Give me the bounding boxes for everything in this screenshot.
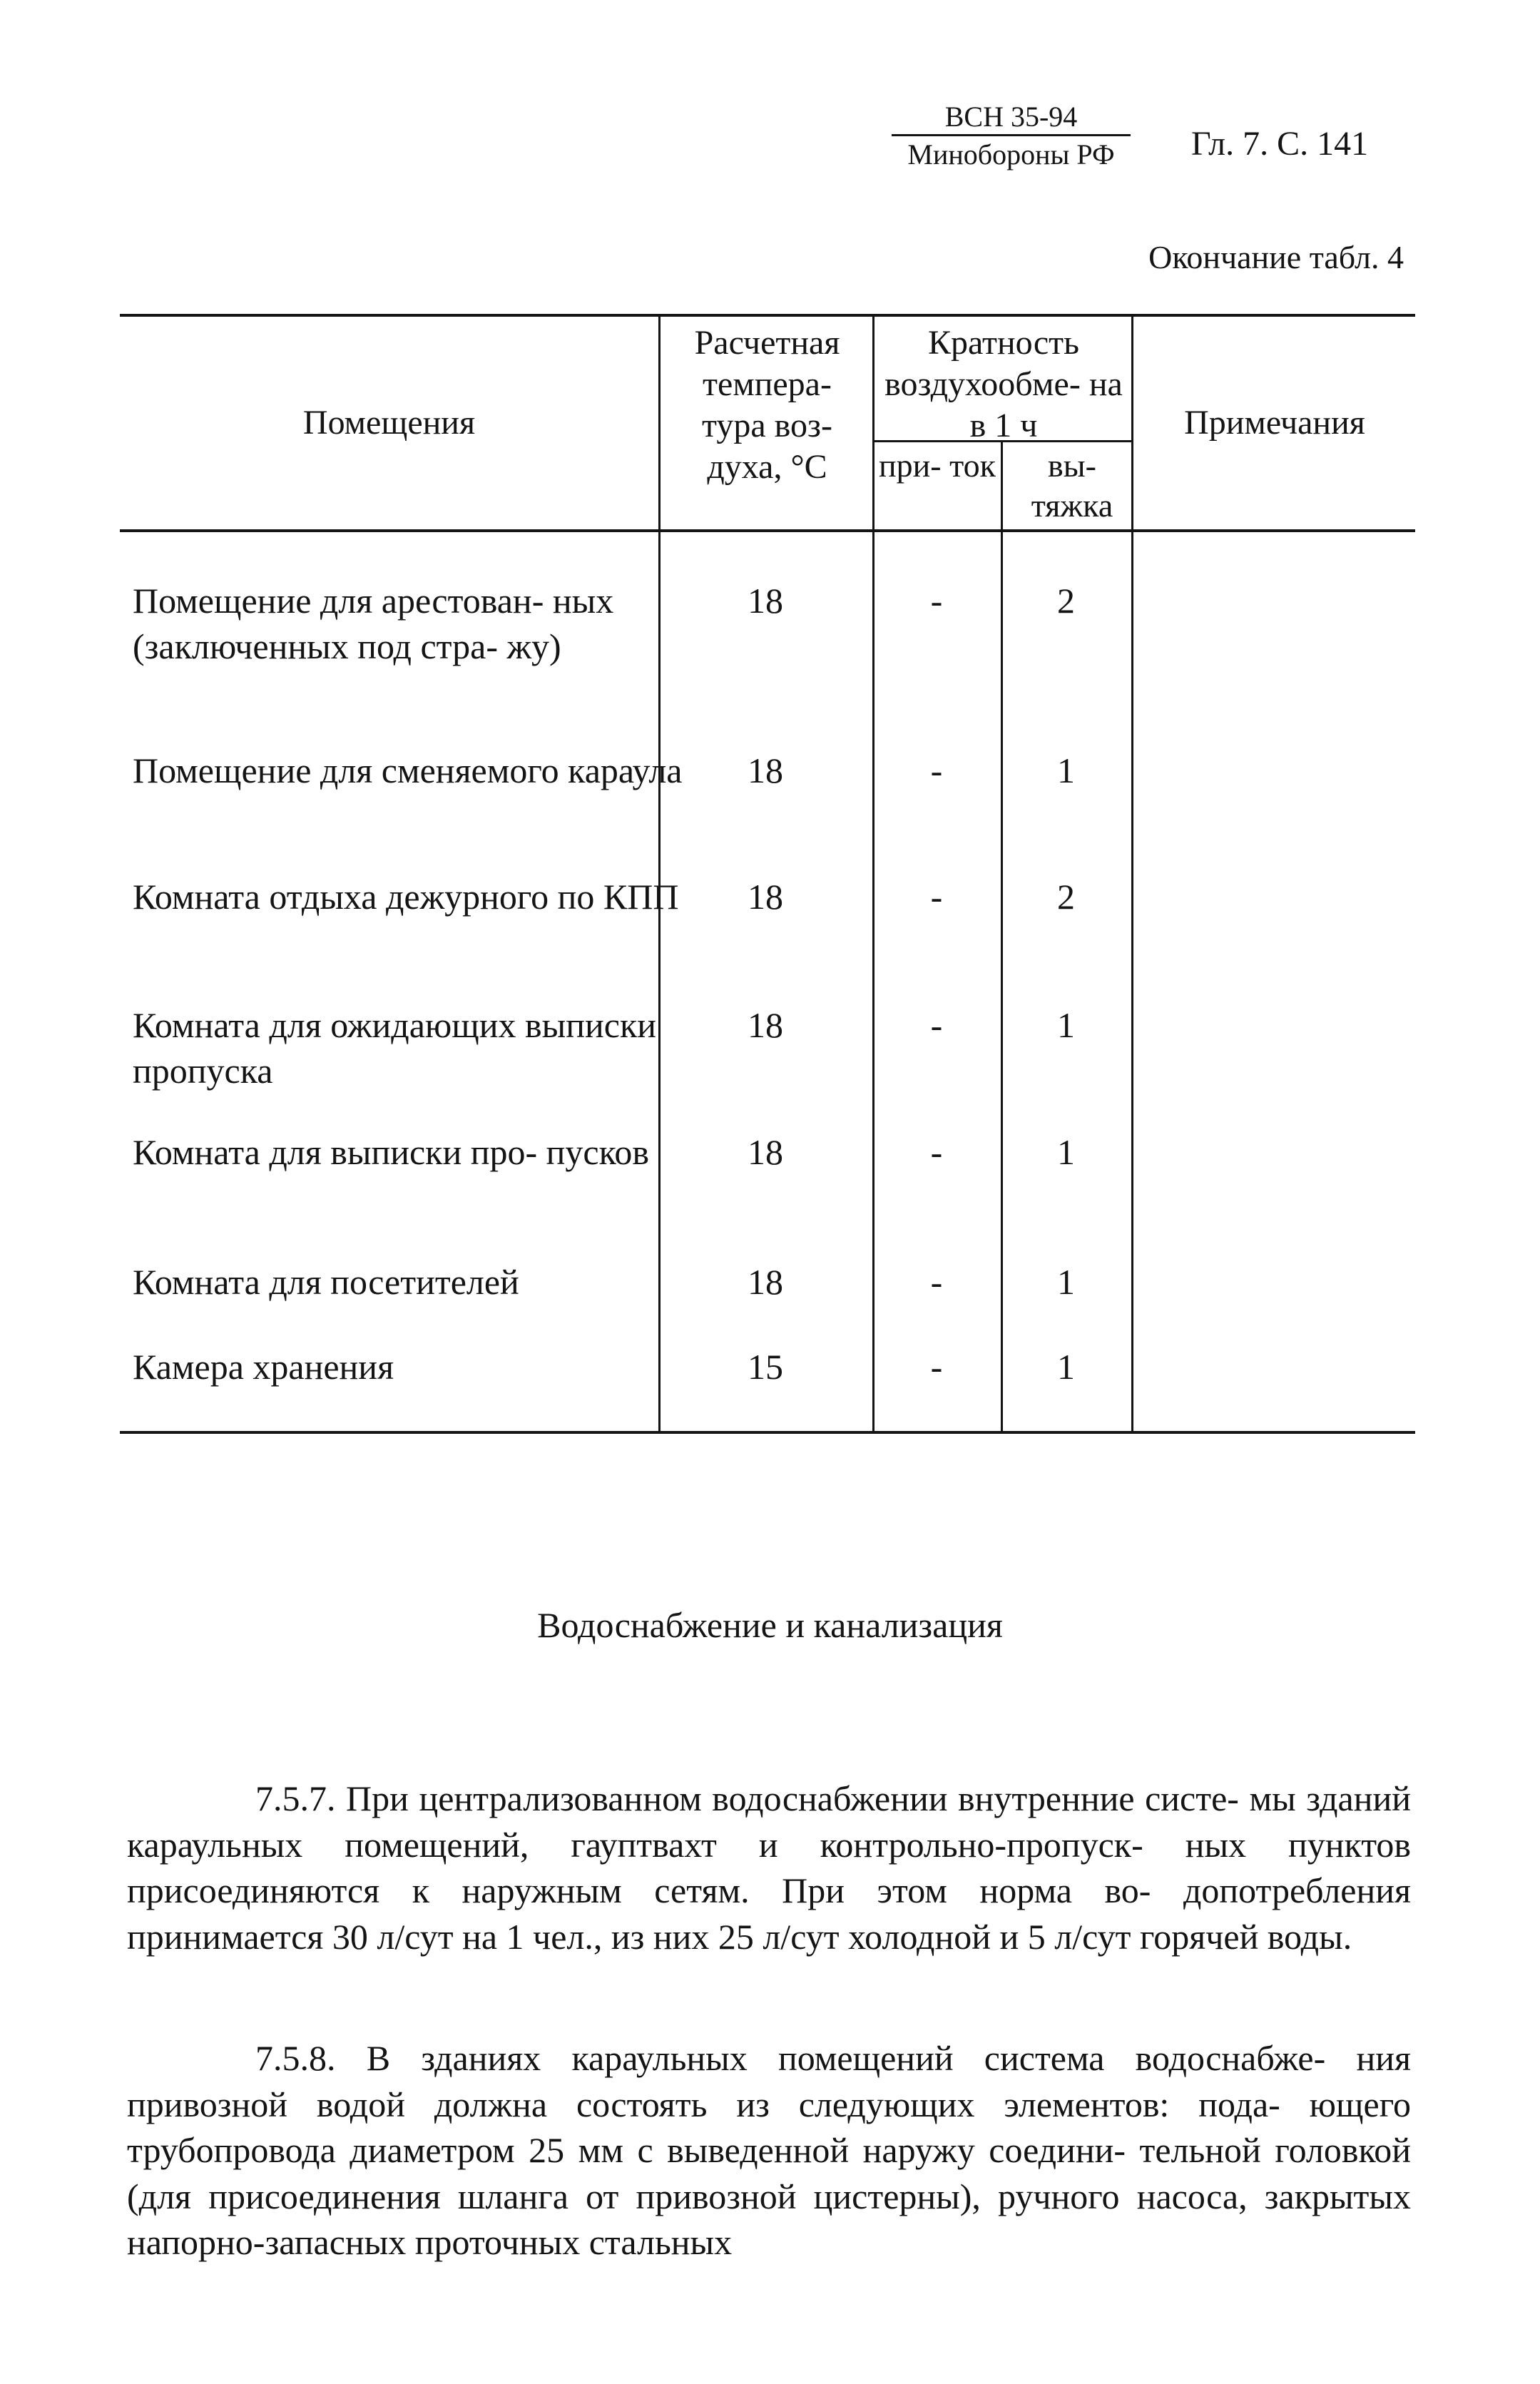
chapter-page-number: Гл. 7. С. 141 — [1191, 125, 1369, 163]
supply-value: - — [930, 877, 943, 917]
exhaust-value: 2 — [1057, 877, 1075, 917]
header-rooms: Помещения — [302, 404, 476, 442]
supply-value: - — [930, 1005, 943, 1045]
exhaust-value: 1 — [1057, 1132, 1075, 1172]
temperature-value: 18 — [748, 1262, 783, 1302]
room-name: Помещение для сменяемого караула — [133, 750, 683, 790]
temperature-value: 18 — [748, 1005, 783, 1045]
col-rule-4 — [1131, 314, 1133, 1434]
room-name: Комната для ожидающих выписки пропуска — [133, 1005, 657, 1091]
page-header — [892, 100, 1419, 185]
supply-value: - — [930, 1262, 943, 1302]
header-supply: при- ток — [879, 447, 996, 484]
supply-value: - — [930, 750, 943, 790]
header-temperature: Расчетная темпера- тура воз- духа, °С — [694, 324, 840, 486]
section-title: Водоснабжение и канализация — [537, 1605, 1003, 1645]
temperature-value: 15 — [748, 1347, 783, 1387]
paragraph-7-5-8: 7.5.8. В зданиях караульных помещений система водоснабже- ния привозной водой должна состоять из следующих элементов: пода- ющего трубопровода диаметром 25 мм с выведенной наружу соедини- тельной головкой (для присоединения шланга от привозной цистерны), ручного насоса, закрытых напорно-запасных проточных стальных — [127, 2038, 1411, 2262]
room-name: Комната для посетителей — [133, 1262, 519, 1302]
doc-code: ВСН 35-94 — [944, 101, 1078, 133]
table-caption: Окончание табл. 4 — [1148, 239, 1404, 275]
temperature-value: 18 — [748, 1132, 783, 1172]
supply-value: - — [930, 1132, 943, 1172]
room-name: Помещение для арестован- ных (заключенных под стра- жу) — [133, 581, 614, 666]
temperature-value: 18 — [748, 750, 783, 790]
temperature-value: 18 — [748, 581, 783, 621]
table-header-rule — [120, 529, 1415, 532]
header-document-code — [892, 100, 1131, 172]
header-exhaust: вы- тяжка — [1031, 447, 1113, 524]
header-notes: Примечания — [1184, 404, 1365, 442]
paragraph-7-5-7: 7.5.7. При централизованном водоснабжении внутренние систе- мы зданий караульных помещений, гауптвахт и контрольно-пропуск- ных пунктов присоединяются к наружным сетям. При этом норма во- допотребления принимается 30 л/сут на 1 чел., из них 25 л/сут холодной и 5 л/сут горячей воды. — [127, 1778, 1411, 1957]
temperature-value: 18 — [748, 877, 783, 917]
header-air-exchange: Кратность воздухообме- на в 1 ч — [884, 324, 1123, 444]
room-name: Камера хранения — [133, 1347, 394, 1387]
table-top-rule — [120, 314, 1415, 317]
exhaust-value: 1 — [1057, 1347, 1075, 1387]
exhaust-value: 2 — [1057, 581, 1075, 621]
ministry: Минобороны РФ — [892, 134, 1131, 172]
ventilation-table — [120, 314, 1415, 1434]
exhaust-value: 1 — [1057, 750, 1075, 790]
supply-value: - — [930, 1347, 943, 1387]
room-name: Комната отдыха дежурного по КПП — [133, 877, 679, 917]
table-bottom-rule — [120, 1431, 1415, 1434]
room-name: Комната для выписки про- пусков — [133, 1132, 649, 1172]
supply-value: - — [930, 581, 943, 621]
exhaust-value: 1 — [1057, 1262, 1075, 1302]
exhaust-value: 1 — [1057, 1005, 1075, 1045]
